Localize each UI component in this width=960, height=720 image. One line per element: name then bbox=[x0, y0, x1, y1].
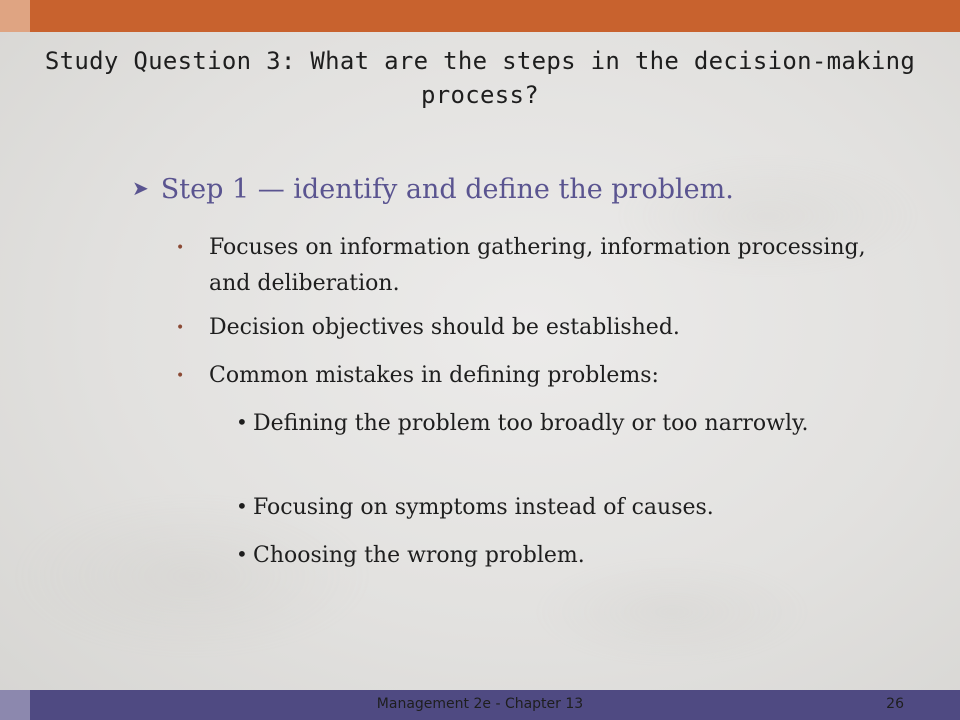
sub-bullet-text: Focusing on symptoms instead of causes. bbox=[253, 495, 714, 520]
bullet-item bbox=[176, 310, 896, 346]
top-bar-corner bbox=[0, 0, 30, 32]
bullet-item bbox=[176, 230, 896, 302]
dot-bullet-icon: • bbox=[176, 240, 185, 256]
top-accent-bar bbox=[0, 0, 960, 32]
dot-bullet-icon: • bbox=[236, 542, 248, 566]
footer-corner bbox=[0, 690, 30, 720]
arrow-bullet-icon: ➤ bbox=[132, 176, 149, 200]
bullet-item bbox=[176, 358, 896, 394]
main-point-text: Step 1 — identify and define the problem. bbox=[160, 174, 734, 205]
dot-bullet-icon: • bbox=[176, 368, 185, 384]
footer-label: Management 2e - Chapter 13 bbox=[376, 696, 584, 712]
bullet-text: Common mistakes in defining problems: bbox=[209, 363, 659, 388]
sub-bullet-text: Choosing the wrong problem. bbox=[253, 543, 585, 568]
main-point bbox=[132, 174, 734, 205]
dot-bullet-icon: • bbox=[236, 410, 248, 434]
footer-bar bbox=[0, 690, 960, 720]
sub-bullet-text: Defining the problem too broadly or too narrowly. bbox=[253, 411, 809, 436]
dot-bullet-icon: • bbox=[176, 320, 185, 336]
sub-bullet-item bbox=[236, 538, 876, 574]
dot-bullet-icon: • bbox=[236, 494, 248, 518]
page-number: 26 bbox=[886, 696, 904, 712]
bullet-text: Focuses on information gathering, information processing, and deliberation. bbox=[209, 235, 866, 296]
slide-title: Study Question 3: What are the steps in the decision-making process? bbox=[44, 47, 916, 109]
sub-bullet-item bbox=[236, 490, 876, 526]
sub-bullet-item bbox=[236, 406, 876, 442]
bullet-text: Decision objectives should be established. bbox=[209, 315, 680, 340]
